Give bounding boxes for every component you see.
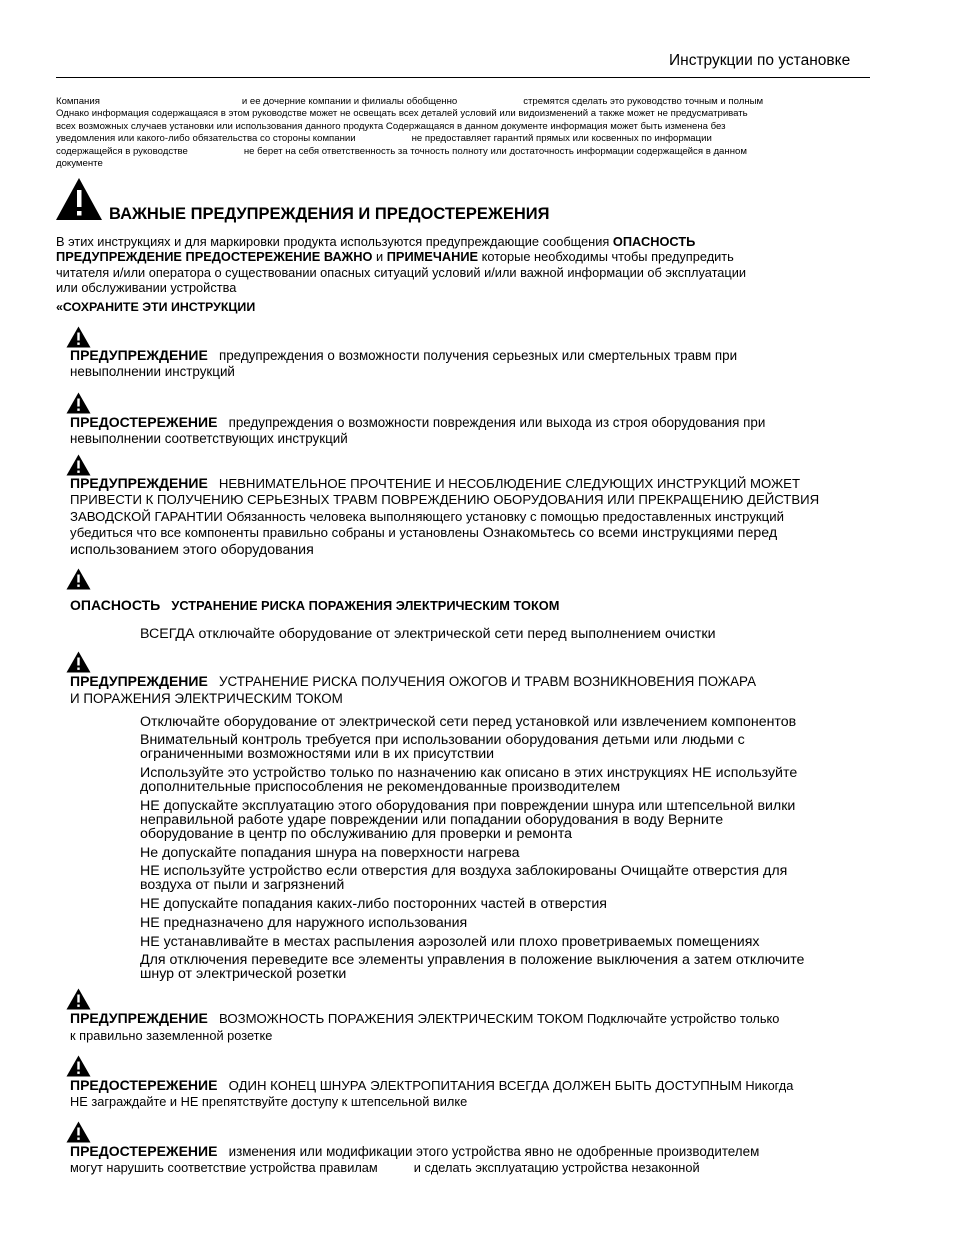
warning-8-line-1 [70,1143,759,1159]
list-item [140,864,787,892]
section-title: ВАЖНЫЕ ПРЕДУПРЕЖДЕНИЯ И ПРЕДОСТЕРЕЖЕНИЯ [109,205,550,223]
list-item-text: НЕ допускайте эксплуатацию этого оборудования при повреждении шнура или штепсельной вилки [140,798,796,814]
warning-triangle-icon [55,177,103,221]
warning-2-line-2: невыполнении соответствующих инструкций [70,431,348,446]
warning-text: убедиться что все компоненты правильно собраны и установлены [70,525,479,540]
caution-label: ПРЕДОСТЕРЕЖЕНИЕ [70,1077,218,1093]
list-item-text: Внимательный контроль требуется при использовании оборудования детьми или людьми с [140,732,745,748]
intro-line-4: или обслуживании устройства [56,280,237,295]
warning-text: Никогда [741,1078,794,1093]
save-instructions-note: «СОХРАНИТЕ ЭТИ ИНСТРУКЦИИ [56,300,256,314]
list-item [140,733,745,761]
warning-label: ПРЕДУПРЕЖДЕНИЕ [70,347,208,363]
list-item-text: Для отключения переведите все элементы управления в положение выключения а затем отключите [140,952,805,968]
warning-triangle-icon [66,1055,91,1077]
intro-bold: ПРИМЕЧАНИЕ [386,249,479,264]
list-item: НЕ допускайте попадания каких-либо посторонних частей в отверстия [140,896,607,912]
caution-label: ПРЕДОСТЕРЕЖЕНИЕ [70,1143,218,1159]
warning-7-line-2: НЕ заграждайте и НЕ препятствуйте доступу к штепсельной вилке [70,1094,468,1109]
intro-line-2 [56,249,734,265]
danger-line [70,597,559,613]
warning-triangle-icon [66,454,91,476]
warning-3-line-1 [70,475,800,491]
disclaimer-line-5 [56,146,747,158]
disclaimer-text: уведомления или какого-либо обязательства со стороны компании [56,133,356,144]
disclaimer-line-2: Однако информация содержащаяся в этом руководстве может не освещать всех деталей условий или видоизменений а также может не предусматривать [56,108,748,119]
warning-triangle-icon [66,392,91,414]
intro-text: которые необходимы чтобы предупредить [478,249,734,264]
intro-text: и [372,249,387,264]
warning-1-line-1 [70,347,737,363]
list-item-text: дополнительные приспособления не рекомендованные производителем [140,779,621,795]
list-item-text: оборудование в центр по обслуживанию для проверки и ремонта [140,826,573,842]
disclaimer-line-1 [56,96,763,108]
disclaimer-line-4 [56,133,712,145]
list-item: НЕ предназначено для наружного использования [140,915,468,931]
header-divider [56,77,870,78]
list-item-text: НЕ используйте устройство если отверстия для воздуха заблокированы Очищайте отверстия для [140,863,788,879]
warning-1-line-2: невыполнении инструкций [70,364,235,379]
danger-label: ОПАСНОСТЬ [70,597,161,613]
warning-7-line-1 [70,1077,793,1093]
warning-6-line-2: к правильно заземленной розетке [70,1028,273,1043]
list-item-text: шнур от электрической розетки [140,966,347,982]
warning-6-line-1 [70,1010,779,1026]
warning-8-line-2 [70,1160,700,1175]
intro-bold: ОПАСНОСТЬ [612,234,696,249]
disclaimer-text: и ее дочерние компании и филиалы обобщенно [241,96,458,107]
list-item: Отключайте оборудование от электрической сети перед установкой или извлечением компонентов [140,714,797,730]
list-item [140,766,797,794]
warning-2-line-1 [70,414,765,430]
list-item-text: воздуха от пыли и загрязнений [140,877,345,893]
warning-heading: ОДИН КОНЕЦ ШНУРА ЭЛЕКТРОПИТАНИЯ ВСЕГДА ДОЛЖЕН БЫТЬ ДОСТУПНЫМ [228,1078,742,1093]
disclaimer-text: не берет на себя ответственность за точность полноту или достаточность информации содержащейся в данном [243,146,747,157]
warning-3-line-5: использованием этого оборудования [70,542,314,558]
warning-5-line-1 [70,673,756,689]
warning-triangle-icon [66,651,91,673]
warning-triangle-icon [66,326,91,348]
warning-3-line-2: ПРИВЕСТИ К ПОЛУЧЕНИЮ СЕРЬЕЗНЫХ ТРАВМ ПОВРЕЖДЕНИЮ ОБОРУДОВАНИЯ ИЛИ ПРЕКРАЩЕНИЮ ДЕЙСТВИЯ [70,492,820,507]
warning-heading: ВОЗМОЖНОСТЬ ПОРАЖЕНИЯ ЭЛЕКТРИЧЕСКИМ ТОКОМ [218,1011,584,1026]
warning-triangle-icon [66,988,91,1010]
warning-text: Ознакомьтесь со всеми инструкциями перед [478,525,778,541]
disclaimer-text: содержащейся в руководстве [56,146,188,157]
intro-text: В этих инструкциях и для маркировки продукта используются предупреждающие сообщения [56,234,613,249]
disclaimer-text: стремятся сделать это руководство точным и полным [523,96,764,107]
disclaimer-line-6: документе [56,158,103,169]
warning-3-line-3: ЗАВОДСКОЙ ГАРАНТИИ Обязанность человека выполняющего установку с помощью предоставленных инструкций [70,509,784,524]
warning-text: УСТРАНЕНИЕ РИСКА ПОЛУЧЕНИЯ ОЖОГОВ И ТРАВМ ВОЗНИКНОВЕНИЯ ПОЖАРА [218,674,757,689]
warning-label: ПРЕДУПРЕЖДЕНИЕ [70,1010,208,1026]
list-item-text: ограниченными возможностями или в их присутствии [140,746,495,762]
disclaimer-line-3: всех возможных случаев установки или использования данного продукта Содержащаяся в данном документе информация может быть изменена без [56,121,726,132]
warning-triangle-icon [66,1121,91,1143]
warning-text: Подключайте устройство только [583,1011,780,1026]
list-item [140,953,804,981]
warning-label: ПРЕДУПРЕЖДЕНИЕ [70,673,208,689]
warning-3-line-4 [70,525,777,541]
list-item: Не допускайте попадания шнура на поверхности нагрева [140,845,520,861]
intro-line-1 [56,234,695,250]
intro-bold: ПРЕДУПРЕЖДЕНИЕ ПРЕДОСТЕРЕЖЕНИЕ ВАЖНО [56,249,373,264]
page-header-title: Инструкции по установке [669,52,851,69]
warning-triangle-icon [66,568,91,590]
list-item: НЕ устанавливайте в местах распыления аэрозолей или плохо проветриваемых помещениях [140,934,760,950]
warning-label: ПРЕДУПРЕЖДЕНИЕ [70,475,208,491]
warning-text: предупреждения о возможности получения серьезных или смертельных травм при [218,348,738,363]
caution-label: ПРЕДОСТЕРЕЖЕНИЕ [70,414,218,430]
warning-text: изменения или модификации этого устройства явно не одобренные производителем [228,1144,760,1159]
intro-line-3: читателя и/или оператора о существовании опасных ситуаций условий и/или важной информации об эксплуатации [56,265,747,280]
danger-item: ВСЕГДА отключайте оборудование от электрической сети перед выполнением очистки [140,626,716,642]
list-item [140,799,795,841]
warning-5-line-2: И ПОРАЖЕНИЯ ЭЛЕКТРИЧЕСКИМ ТОКОМ [70,691,343,706]
disclaimer-text: Компания [56,96,100,107]
warning-text: и сделать эксплуатацию устройства незаконной [413,1160,700,1175]
warning-text: предупреждения о возможности повреждения или выхода из строя оборудования при [228,415,766,430]
warning-text: НЕВНИМАТЕЛЬНОЕ ПРОЧТЕНИЕ И НЕСОБЛЮДЕНИЕ СЛЕДУЮЩИХ ИНСТРУКЦИЙ МОЖЕТ [218,476,801,491]
list-item-text: неправильной работе ударе повреждении или попадании оборудования в воду Верните [140,812,724,828]
warning-text: могут нарушить соответствие устройства правилам [70,1160,378,1175]
disclaimer-text: не предоставляет гарантий прямых или косвенных по информации [411,133,712,144]
danger-heading: УСТРАНЕНИЕ РИСКА ПОРАЖЕНИЯ ЭЛЕКТРИЧЕСКИМ ТОКОМ [171,598,560,613]
list-item-text: Используйте это устройство только по назначению как описано в этих инструкциях НЕ используйте [140,765,798,781]
